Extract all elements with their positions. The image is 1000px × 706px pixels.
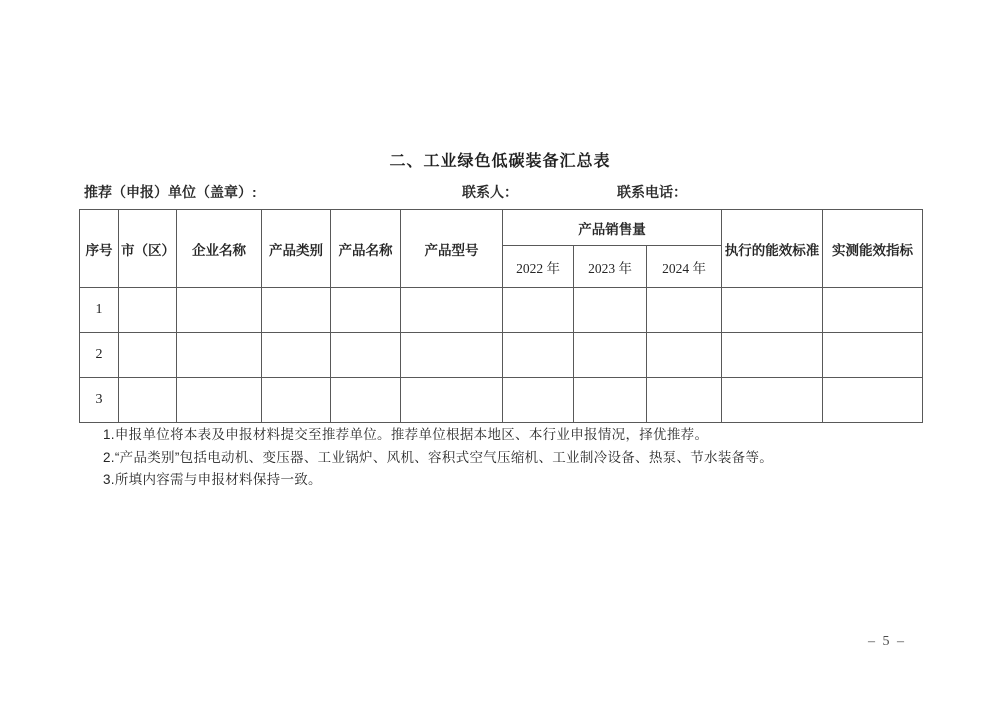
empty-cell	[574, 288, 647, 333]
col-header-year-2022: 2022 年	[503, 246, 574, 288]
recommend-unit-label: 推荐（申报）单位（盖章）:	[84, 184, 257, 200]
table-row	[80, 378, 923, 423]
col-header-city: 市（区）	[119, 210, 177, 288]
note-line-2: 2.“产品类别”包括电动机、变压器、工业锅炉、风机、容积式空气压缩机、工业制冷设备、热泵、节水装备等。	[103, 449, 774, 465]
empty-cell	[647, 333, 722, 378]
col-header-model: 产品型号	[401, 210, 503, 288]
empty-cell	[331, 333, 401, 378]
page-title: 二、工业绿色低碳装备汇总表	[389, 153, 611, 170]
table-row	[80, 288, 923, 333]
empty-cell	[722, 333, 823, 378]
empty-cell	[401, 333, 503, 378]
page-number: – 5 –	[868, 634, 906, 649]
empty-cell	[331, 378, 401, 423]
empty-cell	[262, 378, 331, 423]
footnotes	[103, 424, 893, 492]
contact-phone-label: 联系电话：	[617, 184, 687, 200]
empty-cell	[331, 288, 401, 333]
empty-cell	[647, 378, 722, 423]
empty-cell	[401, 288, 503, 333]
row-serial-cell: 1	[80, 288, 119, 333]
col-header-year-2023: 2023 年	[574, 246, 647, 288]
col-header-category: 产品类别	[262, 210, 331, 288]
col-header-serial: 序号	[80, 210, 119, 288]
empty-cell	[262, 288, 331, 333]
empty-cell	[177, 378, 262, 423]
empty-cell	[177, 333, 262, 378]
empty-cell	[119, 378, 177, 423]
col-header-measured-efficiency: 实测能效指标	[823, 210, 923, 288]
empty-cell	[574, 333, 647, 378]
note-line-1: 1.申报单位将本表及申报材料提交至推荐单位。推荐单位根据本地区、本行业申报情况，择优推荐。	[103, 427, 709, 442]
empty-cell	[177, 288, 262, 333]
empty-cell	[823, 288, 923, 333]
empty-cell	[823, 378, 923, 423]
table-row	[80, 333, 923, 378]
empty-cell	[262, 333, 331, 378]
col-header-sales-volume: 产品销售量	[503, 210, 722, 246]
note-line-3: 3.所填内容需与申报材料保持一致。	[103, 472, 322, 487]
row-serial-cell: 2	[80, 333, 119, 378]
contact-person-label: 联系人：	[462, 184, 518, 200]
empty-cell	[722, 378, 823, 423]
empty-cell	[574, 378, 647, 423]
empty-cell	[401, 378, 503, 423]
empty-cell	[119, 288, 177, 333]
col-header-year-2024: 2024 年	[647, 246, 722, 288]
col-header-company: 企业名称	[177, 210, 262, 288]
col-header-efficiency-standard: 执行的能效标准	[722, 210, 823, 288]
row-serial-cell: 3	[80, 378, 119, 423]
empty-cell	[823, 333, 923, 378]
equipment-summary-table	[79, 209, 923, 423]
col-header-product-name: 产品名称	[331, 210, 401, 288]
empty-cell	[503, 333, 574, 378]
empty-cell	[503, 288, 574, 333]
empty-cell	[722, 288, 823, 333]
empty-cell	[647, 288, 722, 333]
empty-cell	[119, 333, 177, 378]
empty-cell	[503, 378, 574, 423]
